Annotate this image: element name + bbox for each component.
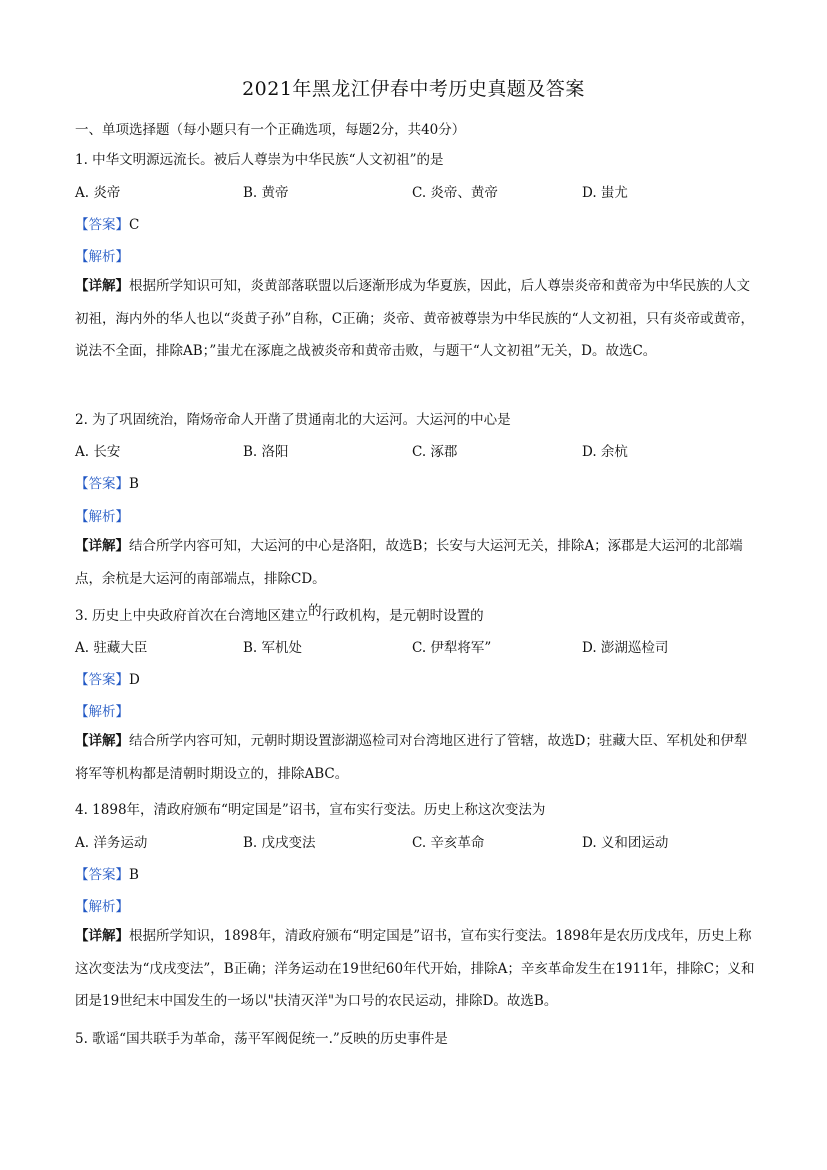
question-4-option-c: C. 辛亥革命	[412, 835, 485, 851]
question-5-stem: 5. 歌谣“国共联手为革命，荡平军阀促统一.”反映的历史事件是	[75, 1031, 448, 1047]
question-3-option-b: B. 军机处	[243, 640, 303, 656]
question-4-stem: 4. 1898年，清政府颁布“明定国是”诏书，宣布实行变法。历史上称这次变法为	[75, 802, 546, 818]
answer-value: B	[129, 476, 139, 492]
detail-label: 【详解】	[75, 538, 129, 554]
question-2-analysis-label: 【解析】	[75, 509, 129, 525]
question-4-option-d: D. 义和团运动	[582, 835, 669, 851]
question-2-option-a: A. 长安	[75, 444, 121, 460]
section-header: 一、单项选择题（每小题只有一个正确选项，每题2分，共40分）	[75, 122, 466, 138]
question-1-stem: 1. 中华文明源远流长。被后人尊崇为中华民族“人文初祖”的是	[75, 152, 444, 168]
answer-value: B	[129, 867, 139, 883]
detail-label: 【详解】	[75, 928, 129, 944]
question-3-detail	[75, 725, 755, 790]
question-4-option-a: A. 洋务运动	[75, 835, 148, 851]
stem-part: 的	[308, 603, 322, 619]
answer-label: 【答案】	[75, 672, 129, 688]
question-1-answer	[75, 213, 139, 233]
answer-value: C	[129, 217, 140, 233]
question-4-answer	[75, 863, 139, 883]
detail-text: 根据所学知识，1898年，清政府颁布“明定国是”诏书，宣布实行变法。1898年是农历戊戌年，历史上称这次变法为“戊戌变法”，B正确；洋务运动在19世纪60年代开始，排除A；辛亥革命发生在1911年，排除C；义和团是19世纪末中国发生的一场以"扶清灭洋"为口号的农民运动，排除D。故选B。	[75, 928, 755, 1009]
question-3-answer	[75, 668, 140, 688]
question-2-answer	[75, 472, 139, 492]
question-1-detail	[75, 270, 755, 368]
stem-part: 行政机构，是元朝时设置的	[321, 608, 484, 624]
detail-text: 结合所学内容可知，大运河的中心是洛阳，故选B；长安与大运河无关，排除A；涿郡是大运河的北部端点，余杭是大运河的南部端点，排除CD。	[75, 538, 743, 587]
detail-label: 【详解】	[75, 733, 129, 749]
question-1-option-d: D. 蚩尤	[582, 185, 628, 201]
detail-label: 【详解】	[75, 278, 129, 294]
question-1-option-b: B. 黄帝	[243, 185, 289, 201]
question-2-option-d: D. 余杭	[582, 444, 628, 460]
question-3-analysis-label: 【解析】	[75, 704, 129, 720]
detail-text: 结合所学内容可知，元朝时期设置澎湖巡检司对台湾地区进行了管辖，故选D；驻藏大臣、军机处和伊犁将军等机构都是清朝时期设立的，排除ABC。	[75, 733, 748, 782]
question-1-analysis-label: 【解析】	[75, 249, 129, 265]
question-4-analysis-label: 【解析】	[75, 899, 129, 915]
question-1-option-c: C. 炎帝、黄帝	[412, 185, 498, 201]
question-2-detail	[75, 530, 755, 595]
question-3-option-d: D. 澎湖巡检司	[582, 640, 669, 656]
question-3-option-a: A. 驻藏大臣	[75, 640, 148, 656]
answer-value: D	[129, 672, 140, 688]
question-2-option-c: C. 涿郡	[412, 444, 458, 460]
page-title: 2021年黑龙江伊春中考历史真题及答案	[242, 78, 585, 100]
question-3-stem	[75, 604, 484, 624]
detail-text: 根据所学知识可知，炎黄部落联盟以后逐渐形成为华夏族，因此，后人尊崇炎帝和黄帝为中华民族的人文初祖，海内外的华人也以“炎黄子孙”自称，C正确；炎帝、黄帝被尊崇为中华民族的“人文初祖，只有炎帝或黄帝，说法不全面，排除AB；”蚩尤在涿鹿之战被炎帝和黄帝击败，与题干“人文初祖”无关，D。故选C。	[75, 278, 755, 359]
question-2-option-b: B. 洛阳	[243, 444, 289, 460]
question-1-option-a: A. 炎帝	[75, 185, 121, 201]
question-4-detail	[75, 920, 755, 1018]
question-2-stem: 2. 为了巩固统治，隋炀帝命人开凿了贯通南北的大运河。大运河的中心是	[75, 412, 511, 428]
question-3-option-c: C. 伊犁将军”	[412, 640, 492, 656]
answer-label: 【答案】	[75, 217, 129, 233]
answer-label: 【答案】	[75, 867, 129, 883]
question-4-option-b: B. 戊戌变法	[243, 835, 316, 851]
answer-label: 【答案】	[75, 476, 129, 492]
stem-part: 3. 历史上中央政府首次在台湾地区建立	[75, 608, 309, 624]
